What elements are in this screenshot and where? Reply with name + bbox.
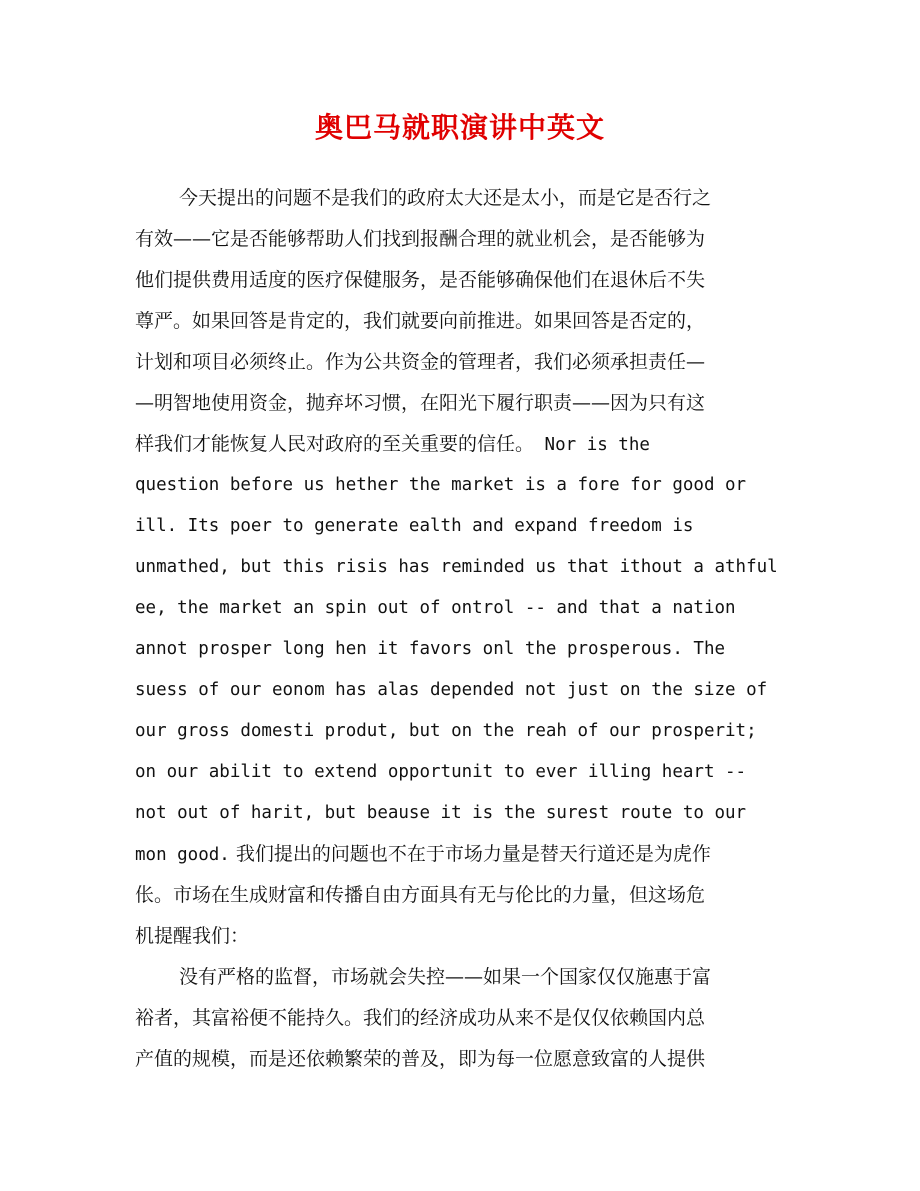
paragraph-line: 今天提出的问题不是我们的政府太大还是太小，而是它是否行之 — [179, 187, 712, 209]
paragraph-text-english: mon good. — [135, 845, 230, 865]
paragraph-line: ee, the market an spin out of ontrol -- and that a nation — [135, 598, 736, 618]
paragraph-line: 他们提供费用适度的医疗保健服务，是否能够确保他们在退休后不失 — [135, 269, 706, 291]
paragraph-text-chinese: 样我们才能恢复人民对政府的至关重要的信任。 — [135, 433, 535, 455]
document-title: 奥巴马就职演讲中英文 — [314, 111, 605, 144]
paragraph-line: suess of our eonom has alas depended not just on the size of — [135, 680, 768, 700]
paragraph-line — [135, 834, 785, 875]
paragraph-line: annot prosper long hen it favors onl the prosperous. The — [135, 639, 726, 659]
paragraph-line: question before us hether the market is a fore for good or — [135, 475, 747, 495]
paragraph-line: 有效——它是否能够帮助人们找到报酬合理的就业机会，是否能够为 — [135, 228, 706, 250]
paragraph-line: 机提醒我们： — [135, 925, 250, 947]
paragraph-line: 伥。市场在生成财富和传播自由方面具有无与伦比的力量，但这场危 — [135, 884, 706, 906]
paragraph-line: 裕者，其富裕便不能持久。我们的经济成功从来不是仅仅依赖国内总 — [135, 1007, 706, 1029]
paragraph-line: unmathed, but this risis has reminded us that ithout a athful — [135, 557, 778, 577]
paragraph-line: 尊严。如果回答是肯定的，我们就要向前推进。如果回答是否定的， — [135, 310, 706, 332]
paragraph-line: on our abilit to extend opportunit to ever illing heart -- — [135, 762, 747, 782]
paragraph-line: not out of harit, but beause it is the surest route to our — [135, 803, 747, 823]
paragraph-text-english: Nor is the — [534, 435, 650, 455]
paragraph-line: 计划和项目必须终止。作为公共资金的管理者，我们必须承担责任— — [135, 351, 706, 373]
paragraph-line: 没有严格的监督，市场就会失控——如果一个国家仅仅施惠于富 — [179, 966, 712, 988]
paragraph-line: ill. Its poer to generate ealth and expand freedom is — [135, 516, 694, 536]
paragraph-text-chinese: 我们提出的问题也不在于市场力量是替天行道还是为虎作 — [229, 843, 711, 865]
paragraph-line — [135, 424, 785, 465]
paragraph-line: 产值的规模，而是还依赖繁荣的普及，即为每一位愿意致富的人提供 — [135, 1048, 706, 1070]
paragraph-line: our gross domesti produt, but on the reah of our prosperit; — [135, 721, 757, 741]
document-body — [135, 178, 785, 1080]
paragraph-line: —明智地使用资金，抛弃坏习惯，在阳光下履行职责——因为只有这 — [135, 392, 706, 414]
